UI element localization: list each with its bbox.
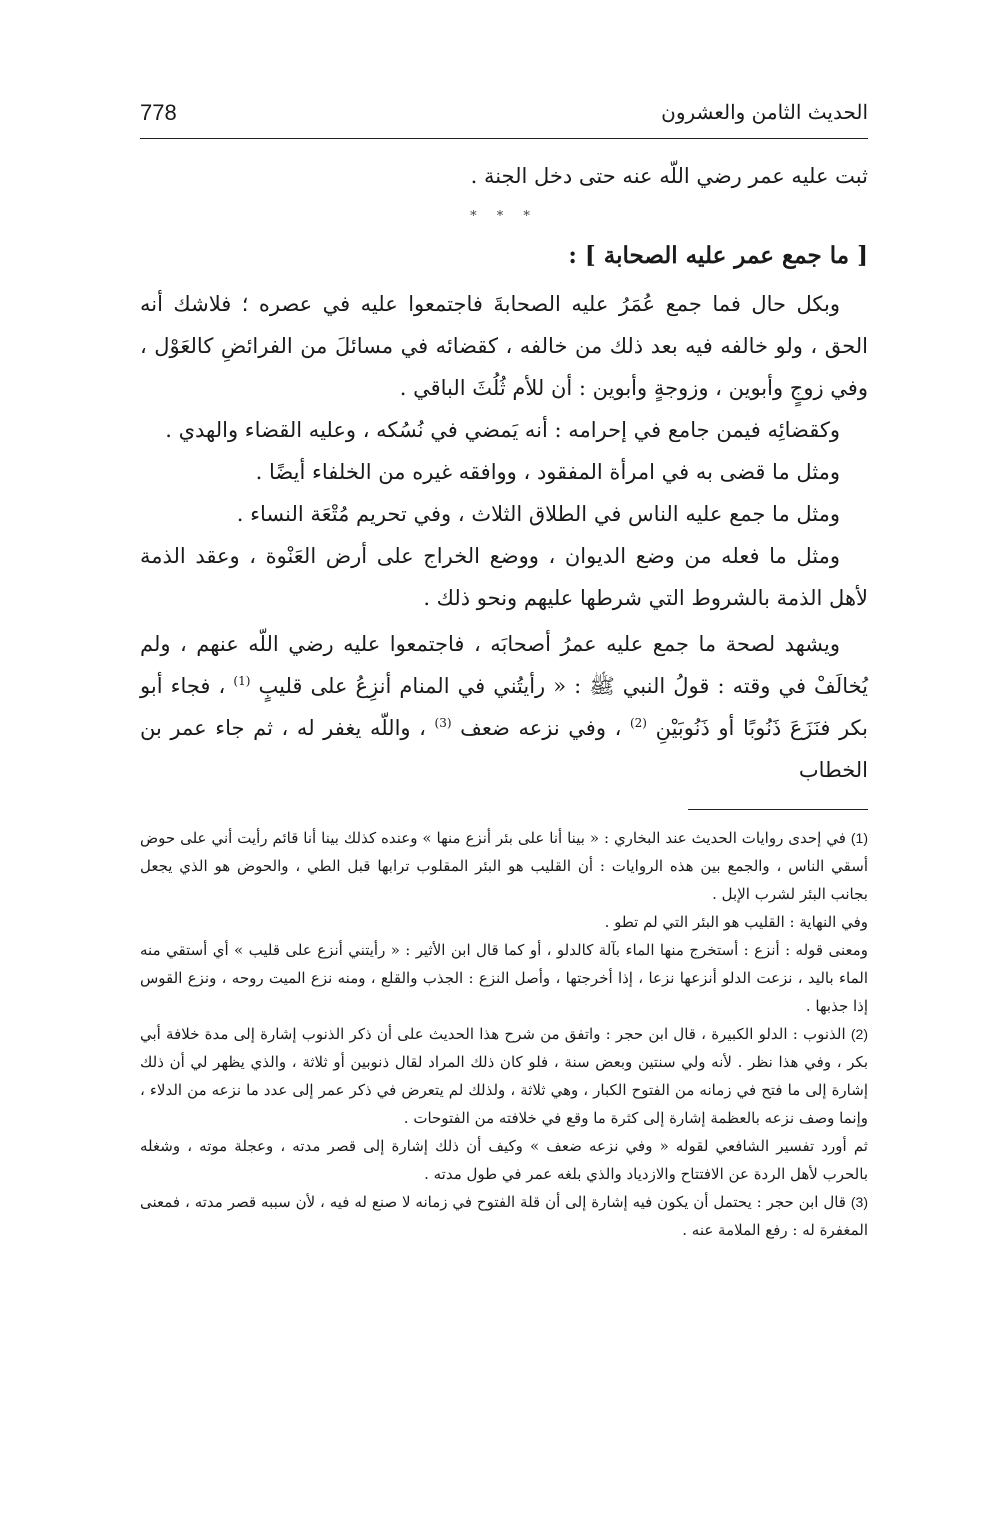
paragraph: وبكل حال فما جمع عُمَرُ عليه الصحابةَ فاجتمعوا عليه في عصره ؛ فلاشك أنه الحق ، ولو خالفه فيه بعد ذلك من خالفه ، كقضائه في مسائلَ من الفرائضِ كالعَوْل ، وفي زوجٍ وأبوين ، وزوجةٍ وأبوين : أن للأم ثُلُثَ الباقي . xyxy=(140,292,868,400)
footnote-text: في إحدى روايات الحديث عند البخاري : « بينا أنا على بئر أنزع منها » وعنده كذلك بينا أنا قائم رأيت أني على حوض أسقي الناس ، والجمع بين هذه الروايات : أن القليب هو البئر المقلوب ترابها قبل الطي ، والحوض هو الذي يجعل بجانب البئر لشرب الإبل . xyxy=(140,829,868,903)
paragraph: ثبت عليه عمر رضي اللّه عنه حتى دخل الجنة . xyxy=(470,164,868,188)
footnote-text: الذنوب : الدلو الكبيرة ، قال ابن حجر : واتفق من شرح هذا الحديث على أن ذكر الذنوب إشارة إلى مدة خلافة أبي بكر ، وفي هذا نظر . لأنه ولي سنتين وبعض سنة ، فلو كان ذلك المراد لقال ذنوبين أو ثلاثة ، والذي يظهر لي أن ذلك إشارة إلى ما فتح في زمانه من الفتوح الكبار ، وهي ثلاثة ، ولذلك لم يتعرض في ذكر عمر إلى عدد ما نزعه من الدلاء ، وإنما وصف نزعه بالعظمة إشارة إلى كثرة ما وقع في خلافته من الفتوحات . xyxy=(140,1025,868,1127)
footnote-number: (2) xyxy=(850,1026,868,1042)
footnote-1 xyxy=(140,824,868,908)
footnote-ref[interactable]: (2) xyxy=(629,716,647,730)
paragraph: ومثل ما فعله من وضع الديوان ، ووضع الخراج على أرض العَنْوة ، وعقد الذمة لأهل الذمة بالشروط التي شرطها عليهم ونحو ذلك . xyxy=(140,544,868,610)
footnote-number: (3) xyxy=(850,1194,868,1210)
footnote-continuation: وفي النهاية : القليب هو البئر التي لم تطو . xyxy=(604,913,868,931)
footnote-2 xyxy=(140,1020,868,1132)
section-separator: * * * xyxy=(470,209,538,224)
footnote-number: (1) xyxy=(850,830,868,846)
paragraph xyxy=(140,623,868,791)
paragraph: وكقضائِه فيمن جامع في إحرامه : أنه يَمضي في نُسُكه ، وعليه القضاء والهدي . xyxy=(165,418,840,442)
footnote-ref[interactable]: (1) xyxy=(233,674,251,688)
running-header xyxy=(140,96,868,139)
paragraph: ومثل ما قضى به في امرأة المفقود ، ووافقه غيره من الخلفاء أيضًا . xyxy=(255,460,840,484)
paragraph-text: ويشهد لصحة ما جمع عليه عمرُ أصحابَه ، فاجتمعوا عليه رضي اللّه عنهم ، ولم يُخالَفْ في وقته : قولُ النبي ﷺ : « رأيتُني في المنام أنزِعُ على قليبٍ xyxy=(140,632,868,698)
book-page xyxy=(140,96,868,1244)
paragraph-text: ، وفي نزعه ضعف xyxy=(460,716,622,740)
footnote-divider xyxy=(688,809,868,810)
footnote-3 xyxy=(140,1188,868,1244)
footnote-text: قال ابن حجر : يحتمل أن يكون فيه إشارة إلى أن قلة الفتوح في زمانه لا صنع له فيه ، لأن سببه قصر مدته ، فمعنى المغفرة له : رفع الملامة عنه . xyxy=(140,1193,868,1239)
footnote-ref[interactable]: (3) xyxy=(434,716,452,730)
footnote-continuation: ثم أورد تفسير الشافعي لقوله « وفي نزعه ضعف » وكيف أن ذلك إشارة إلى قصر مدته ، وعجلة موته ، وشغله بالحرب لأهل الردة عن الافتتاح والازدياد والذي بلغه عمر في طول مدته . xyxy=(140,1137,868,1183)
page-number: 778 xyxy=(140,100,177,125)
footnotes xyxy=(140,824,868,1244)
paragraph-text: ، واللّه يغفر له ، ثم جاء عمر بن الخطاب xyxy=(140,716,868,782)
main-text xyxy=(140,155,868,791)
paragraph: ومثل ما جمع عليه الناس في الطلاق الثلاث ، وفي تحريم مُتْعَة النساء . xyxy=(236,502,840,526)
footnote-continuation: ومعنى قوله : أنزع : أستخرج منها الماء بآلة كالدلو ، أو كما قال ابن الأثير : « رأيتني أنزع على قليب » أي أستقي منه الماء باليد ، نزعت الدلو أنزعها نزعا ، إذا أخرجتها ، وأصل النزع : الجذب والقلع ، ومنه نزع الميت روحه ، ونزع القوس إذا جذبها . xyxy=(140,941,868,1015)
paragraph-text: ، فجاء أبو بكر فنَزَعَ ذَنُوبًا أو ذَنُوبَيْنِ xyxy=(140,674,868,740)
running-title: الحديث الثامن والعشرون xyxy=(651,100,868,124)
section-heading: [ ما جمع عمر عليه الصحابة ] : xyxy=(568,242,868,269)
